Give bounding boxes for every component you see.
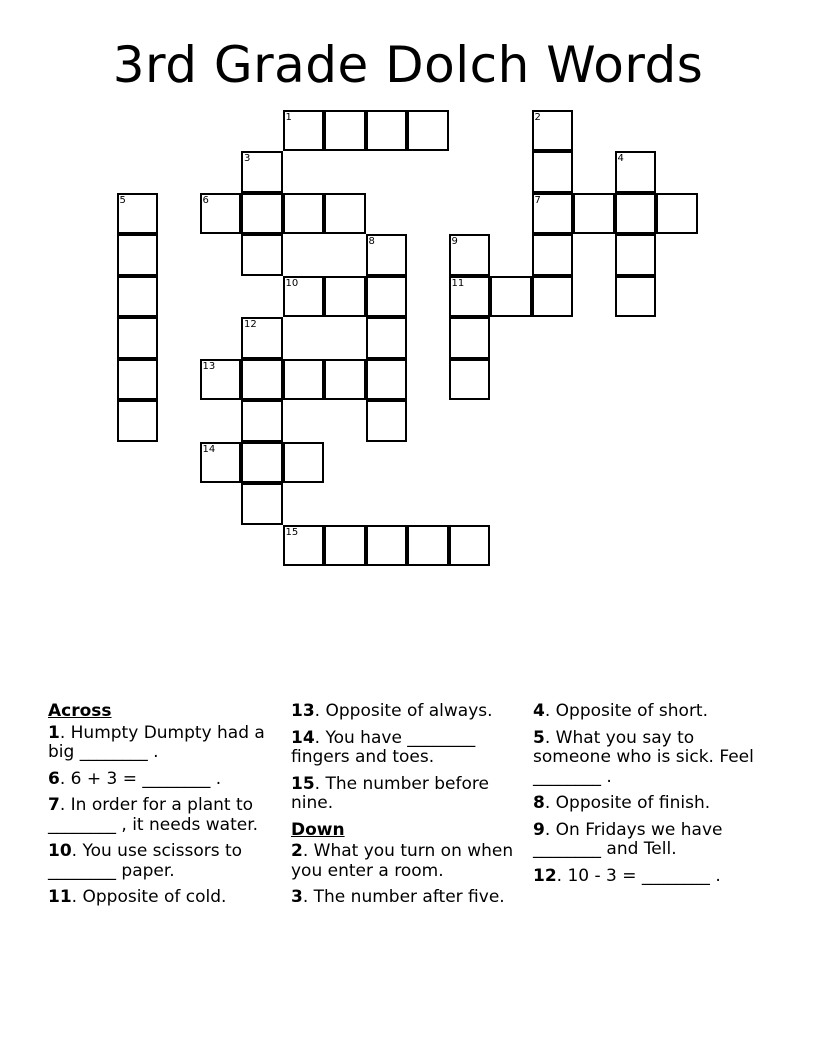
- clue-text: . On Fridays we have ________ and Tell.: [533, 819, 723, 859]
- clue-number: 5: [119, 194, 126, 206]
- crossword-cell[interactable]: [615, 276, 657, 318]
- crossword-cell[interactable]: [241, 483, 283, 525]
- crossword-cell[interactable]: [449, 276, 491, 318]
- clue-text: . Opposite of cold.: [71, 887, 227, 907]
- clue-number: 2: [291, 841, 303, 861]
- clue-text: . The number after five.: [302, 887, 505, 907]
- clue-number: 6: [48, 768, 60, 789]
- crossword-cell[interactable]: [615, 234, 657, 276]
- crossword-cell[interactable]: [366, 234, 408, 276]
- crossword-cell[interactable]: [366, 359, 408, 401]
- clue-number: 13: [291, 701, 315, 721]
- crossword-cell[interactable]: [283, 110, 325, 152]
- clue-number: 2: [534, 111, 541, 123]
- page-title: 3rd Grade Dolch Words: [112, 36, 704, 94]
- clue-number: 1: [48, 722, 60, 743]
- crossword-cell[interactable]: [366, 276, 408, 318]
- crossword-cell[interactable]: [324, 193, 366, 235]
- clue-4: [533, 702, 768, 722]
- clue-number: 15: [291, 773, 315, 794]
- crossword-cell[interactable]: [117, 400, 159, 442]
- clue-text: . What you turn on when you enter a room.: [291, 841, 514, 881]
- crossword-cell[interactable]: [366, 110, 408, 152]
- crossword-cell[interactable]: [449, 317, 491, 359]
- crossword-cell[interactable]: [117, 193, 159, 235]
- clue-heading-down: Down: [291, 819, 345, 840]
- clue-heading-across: Across: [48, 701, 112, 721]
- clue-13: [291, 702, 526, 722]
- clue-number: 12: [244, 319, 257, 330]
- crossword-cell[interactable]: [241, 400, 283, 442]
- crossword-cell[interactable]: [283, 359, 325, 401]
- crossword-cell[interactable]: [532, 234, 574, 276]
- crossword-cell[interactable]: [615, 151, 657, 193]
- crossword-cell[interactable]: [407, 110, 449, 152]
- clue-7: [48, 796, 283, 835]
- crossword-cell[interactable]: [283, 442, 325, 484]
- clue-9: [533, 821, 768, 860]
- clue-number: 4: [533, 701, 545, 721]
- clue-2: [291, 842, 526, 881]
- clue-text: . What you say to someone who is sick. Feel ________ .: [533, 727, 754, 787]
- clue-text: . You have ________ fingers and toes.: [291, 727, 476, 767]
- clue-1: [48, 724, 283, 763]
- clue-number: 7: [48, 795, 60, 815]
- crossword-cell[interactable]: [200, 359, 242, 401]
- clue-number: 4: [617, 153, 624, 164]
- clue-number: 11: [48, 887, 72, 907]
- clue-number: 10: [48, 841, 72, 861]
- clue-text: . 10 - 3 = ________ .: [556, 865, 721, 886]
- clue-number: 10: [285, 277, 299, 289]
- clue-8: [533, 794, 768, 814]
- crossword-cell[interactable]: [117, 317, 159, 359]
- crossword-cell[interactable]: [449, 359, 491, 401]
- clue-number: 8: [368, 236, 375, 247]
- clue-3: [291, 888, 526, 908]
- crossword-cell[interactable]: [407, 525, 449, 567]
- crossword-cell[interactable]: [449, 525, 491, 567]
- crossword-cell[interactable]: [532, 110, 574, 152]
- crossword-cell[interactable]: [283, 193, 325, 235]
- clue-column-3: [533, 702, 768, 893]
- clue-6: [48, 770, 283, 790]
- crossword-cell[interactable]: [532, 276, 574, 318]
- crossword-cell[interactable]: [490, 276, 532, 318]
- crossword-cell[interactable]: [283, 276, 325, 318]
- crossword-cell[interactable]: [615, 193, 657, 235]
- clue-number: 5: [533, 727, 545, 748]
- crossword-cell[interactable]: [449, 234, 491, 276]
- crossword-cell[interactable]: [324, 359, 366, 401]
- clue-number: 7: [534, 194, 541, 206]
- clue-number: 11: [451, 277, 465, 289]
- clue-column-1: [48, 702, 283, 915]
- crossword-cell[interactable]: [324, 110, 366, 152]
- clue-5: [533, 729, 768, 788]
- clue-text: . You use scissors to ________ paper.: [48, 841, 243, 881]
- clue-text: . Opposite of always.: [314, 701, 493, 721]
- clue-number: 14: [291, 727, 315, 748]
- crossword-cell[interactable]: [241, 317, 283, 359]
- crossword-cell[interactable]: [117, 234, 159, 276]
- clue-10: [48, 842, 283, 881]
- clue-15: [291, 775, 526, 814]
- clue-number: 9: [451, 236, 458, 247]
- crossword-cell[interactable]: [656, 193, 698, 235]
- crossword-cell[interactable]: [366, 400, 408, 442]
- clue-column-2: [291, 702, 526, 915]
- clue-11: [48, 888, 283, 908]
- clue-number: 3: [291, 887, 303, 907]
- clue-number: 6: [202, 194, 209, 206]
- crossword-cell[interactable]: [117, 359, 159, 401]
- crossword-cell[interactable]: [283, 525, 325, 567]
- crossword-cell[interactable]: [241, 359, 283, 401]
- crossword-cell[interactable]: [241, 442, 283, 484]
- clue-text: . 6 + 3 = ________ .: [59, 768, 222, 789]
- clue-12: [533, 867, 768, 887]
- crossword-cell[interactable]: [241, 193, 283, 235]
- crossword-cell[interactable]: [366, 317, 408, 359]
- clue-text: . Opposite of finish.: [544, 793, 711, 813]
- clue-text: . Opposite of short.: [544, 701, 709, 721]
- clue-14: [291, 729, 526, 768]
- crossword-cell[interactable]: [532, 151, 574, 193]
- clue-number: 13: [202, 360, 216, 372]
- clue-number: 12: [533, 865, 557, 886]
- clue-text: . Humpty Dumpty had a big ________ .: [48, 722, 265, 762]
- crossword-cell[interactable]: [324, 276, 366, 318]
- clue-number: 9: [533, 819, 545, 840]
- clue-number: 3: [244, 153, 251, 164]
- crossword-cell[interactable]: [200, 193, 242, 235]
- crossword-cell[interactable]: [366, 525, 408, 567]
- clue-text: . The number before nine.: [291, 773, 489, 813]
- crossword-cell[interactable]: [117, 276, 159, 318]
- clue-text: . In order for a plant to ________ , it needs water.: [48, 795, 259, 835]
- clue-number: 15: [285, 526, 299, 538]
- crossword-cell[interactable]: [200, 442, 242, 484]
- clue-number: 1: [285, 111, 292, 123]
- crossword-cell[interactable]: [573, 193, 615, 235]
- clue-number: 8: [533, 793, 545, 813]
- crossword-cell[interactable]: [241, 234, 283, 276]
- crossword-cell[interactable]: [532, 193, 574, 235]
- crossword-cell[interactable]: [241, 151, 283, 193]
- crossword-cell[interactable]: [324, 525, 366, 567]
- clue-number: 14: [202, 443, 216, 455]
